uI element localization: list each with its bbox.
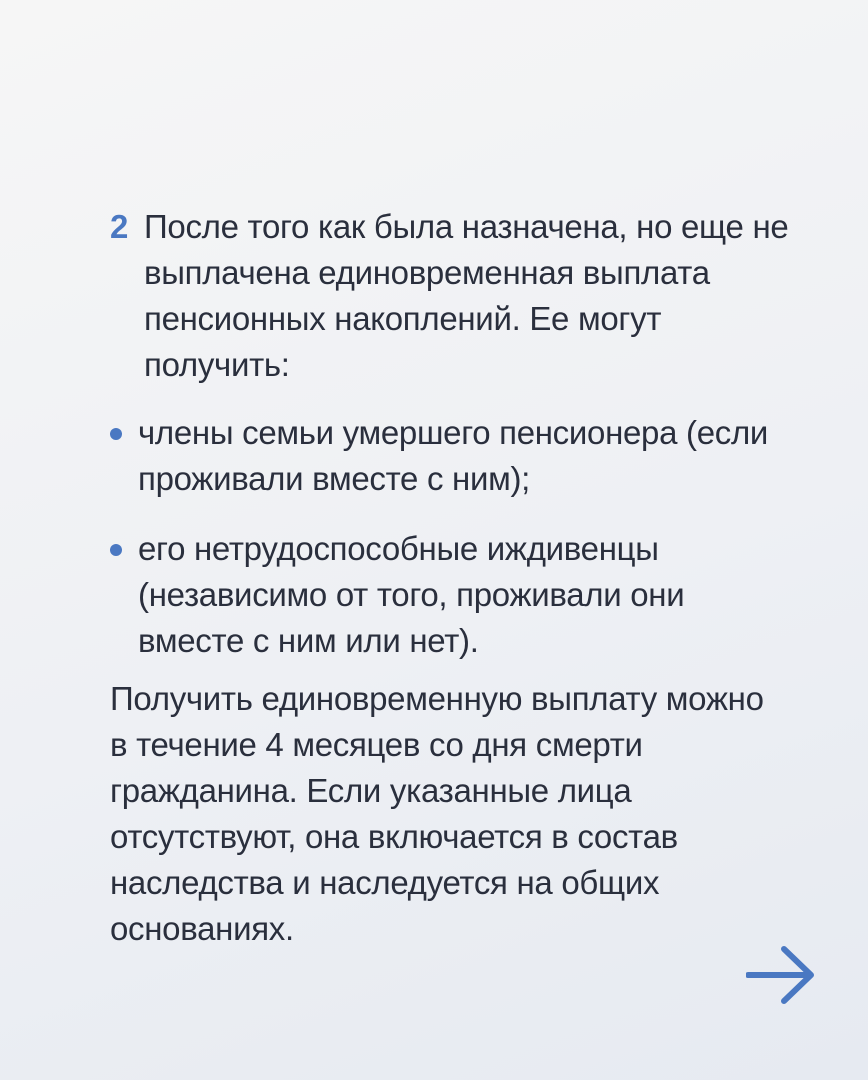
summary-text: Получить единовременную выплату можно в течение 4 месяцев со дня смерти гражданина. Если указанные лица отсутствуют, она включается в состав наследства и наследуется на общих основаниях.	[110, 680, 764, 947]
list-item	[110, 410, 810, 502]
bullet-text: члены семьи умершего пенсионера (если проживали вместе с ним);	[138, 414, 769, 497]
step-text: После того как была назначена, но еще не выплачена единовременная выплата пенсионных накоплений. Ее могут получить:	[144, 208, 789, 383]
list-item	[110, 526, 810, 664]
bullet-dot-icon	[110, 428, 122, 440]
step-number: 2	[110, 208, 129, 245]
step-block	[110, 204, 810, 388]
bullet-text: его нетрудоспособные иждивенцы (независимо от того, проживали они вместе с ним или нет).	[138, 530, 685, 659]
arrow-right-icon[interactable]	[746, 944, 816, 1006]
bullet-dot-icon	[110, 544, 122, 556]
bullet-list	[110, 410, 810, 688]
